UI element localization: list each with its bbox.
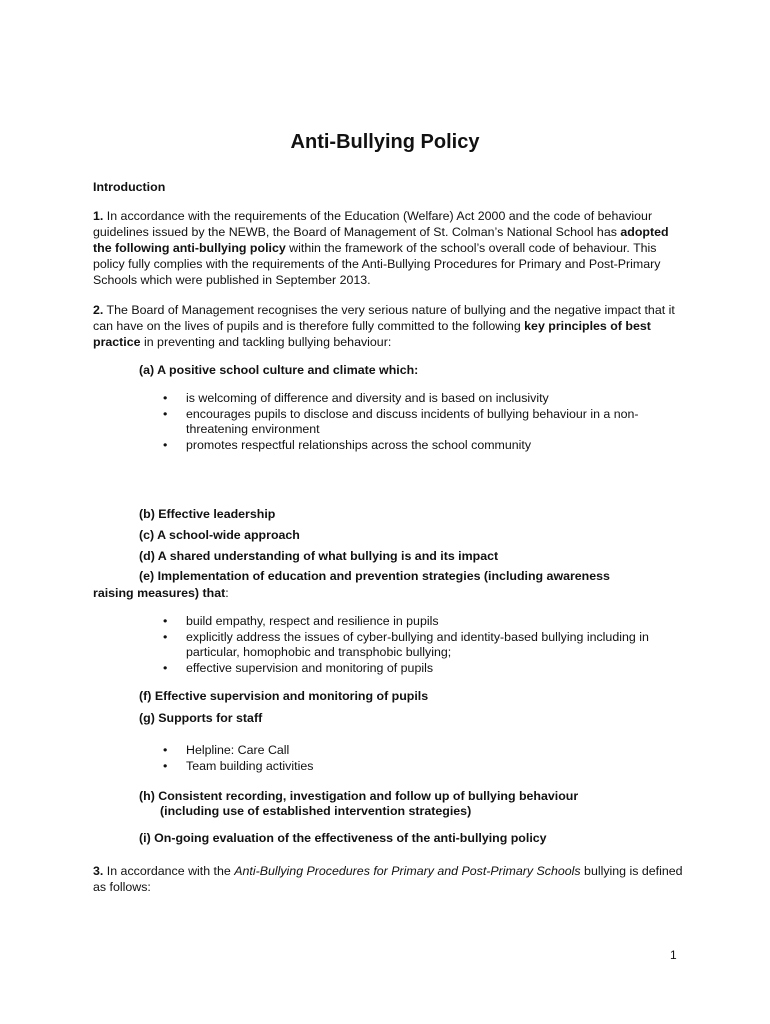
paragraph-text: in preventing and tackling bullying behaviour: [140,335,392,349]
subheading-a: (a) A positive school culture and climate which: [139,363,419,377]
subheading-d: (d) A shared understanding of what bullying is and its impact [139,549,499,563]
introduction-heading: Introduction [93,180,166,194]
paragraph-number: 1. [93,209,104,223]
subheading-i: (i) On-going evaluation of the effectiveness of the anti-bullying policy [139,831,547,845]
paragraph-text: bullying is defined as follows: [93,864,683,894]
subheading-g: (g) Supports for staff [139,711,263,725]
paragraph-text: within the framework of the school’s overall code of behaviour. This policy fully complies with the requirements of the Anti-Bullying Procedures for Primary and Post-Primary Schools which were published in September 2013. [93,241,661,287]
paragraph-number: 3. [93,864,104,878]
page-title: Anti-Bullying Policy [290,131,480,153]
paragraph-text: The Board of Management recognises the very serious nature of bullying and the negative impact that it can have on the lives of pupils and is therefore fully committed to the following [93,303,675,333]
list-item: • effective supervision and monitoring of pupils [163,661,673,677]
list-e [163,614,673,676]
paragraph-3 [93,863,683,895]
paragraph-text: In accordance with the requirements of the Education (Welfare) Act 2000 and the code of behaviour guidelines issued by the NEWB, the Board of Management of St. Colman’s National School has [93,209,653,239]
paragraph-2 [93,302,683,350]
list-g [163,743,673,774]
subheading-e-colon: : [225,586,229,600]
list-item: • Team building activities [163,759,673,775]
paragraph-emphasis: key principles of best practice [93,319,651,349]
list-item: • is welcoming of difference and diversity and is based on inclusivity [163,391,673,407]
subheading-f: (f) Effective supervision and monitoring of pupils [139,689,429,703]
paragraph-italic: Anti-Bullying Procedures for Primary and Post-Primary Schools [234,864,581,878]
subheading-h-line1: (h) Consistent recording, investigation and follow up of bullying behaviour [139,789,579,803]
list-a [163,391,673,453]
paragraph-1 [93,208,683,288]
subheading-e-text: (e) Implementation of education and prevention strategies (including awareness raising measures) that [93,569,610,600]
page-number: 1 [670,948,677,962]
list-item: • promotes respectful relationships across the school community [163,438,673,454]
list-item: • Helpline: Care Call [163,743,673,759]
list-item: • explicitly address the issues of cyber-bullying and identity-based bullying including in particular, homophobic and transphobic bullying; [163,630,673,661]
subheading-h-line2: (including use of established intervention strategies) [160,804,472,818]
subheading-b: (b) Effective leadership [139,507,276,521]
paragraph-emphasis: adopted the following anti-bullying policy [93,225,669,255]
subheading-c: (c) A school-wide approach [139,528,300,542]
paragraph-text: In accordance with the [103,864,235,878]
subheading-e [93,568,653,602]
paragraph-number: 2. [93,303,104,317]
list-item: • encourages pupils to disclose and discuss incidents of bullying behaviour in a non-threatening environment [163,407,673,438]
list-item: • build empathy, respect and resilience in pupils [163,614,673,630]
